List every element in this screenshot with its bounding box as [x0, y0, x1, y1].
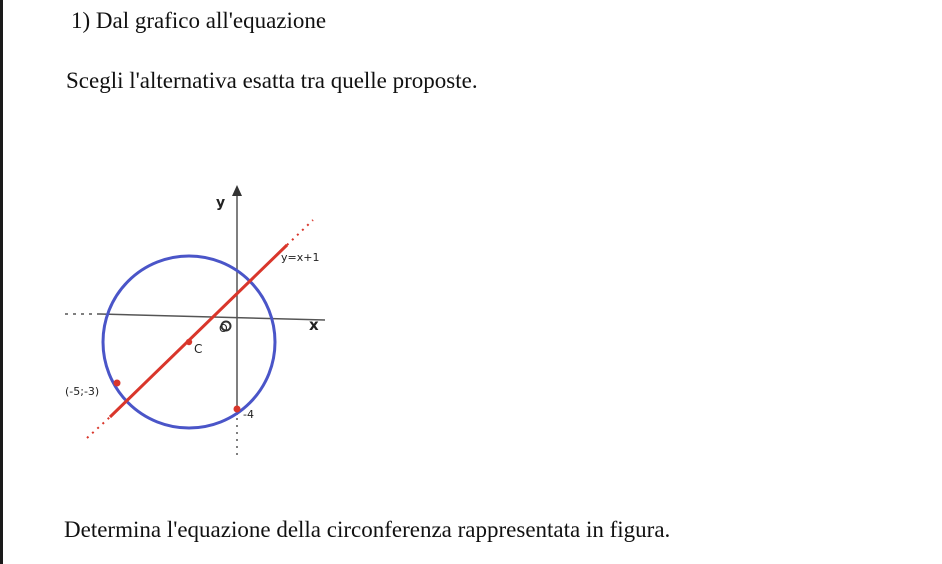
red-line-dotted-lower: [87, 417, 110, 438]
question-instruction: Scegli l'alternativa esatta tra quelle proposte.: [66, 68, 478, 93]
graph-figure: [55, 180, 355, 460]
x-axis-label: x: [309, 316, 319, 334]
question-prompt: Determina l'equazione della circonferenza rappresentata in figura.: [64, 517, 671, 542]
origin-label: O: [219, 322, 228, 335]
y-intercept-point: [234, 406, 241, 413]
page-left-border: [0, 0, 3, 564]
y-axis-arrow: [232, 185, 242, 196]
question-title: 1) Dal grafico all'equazione: [71, 8, 327, 33]
y-axis-label: y: [216, 195, 226, 211]
graph-svg: [55, 180, 355, 460]
point-coordinates-label: (-5;-3): [65, 385, 100, 398]
center-label: C: [194, 342, 203, 356]
y-intercept-label: -4: [243, 408, 254, 421]
point-on-circle: [114, 380, 121, 387]
line-equation-label: y=x+1: [281, 251, 320, 264]
center-point: [186, 339, 192, 345]
red-line-dotted-upper: [287, 220, 313, 245]
